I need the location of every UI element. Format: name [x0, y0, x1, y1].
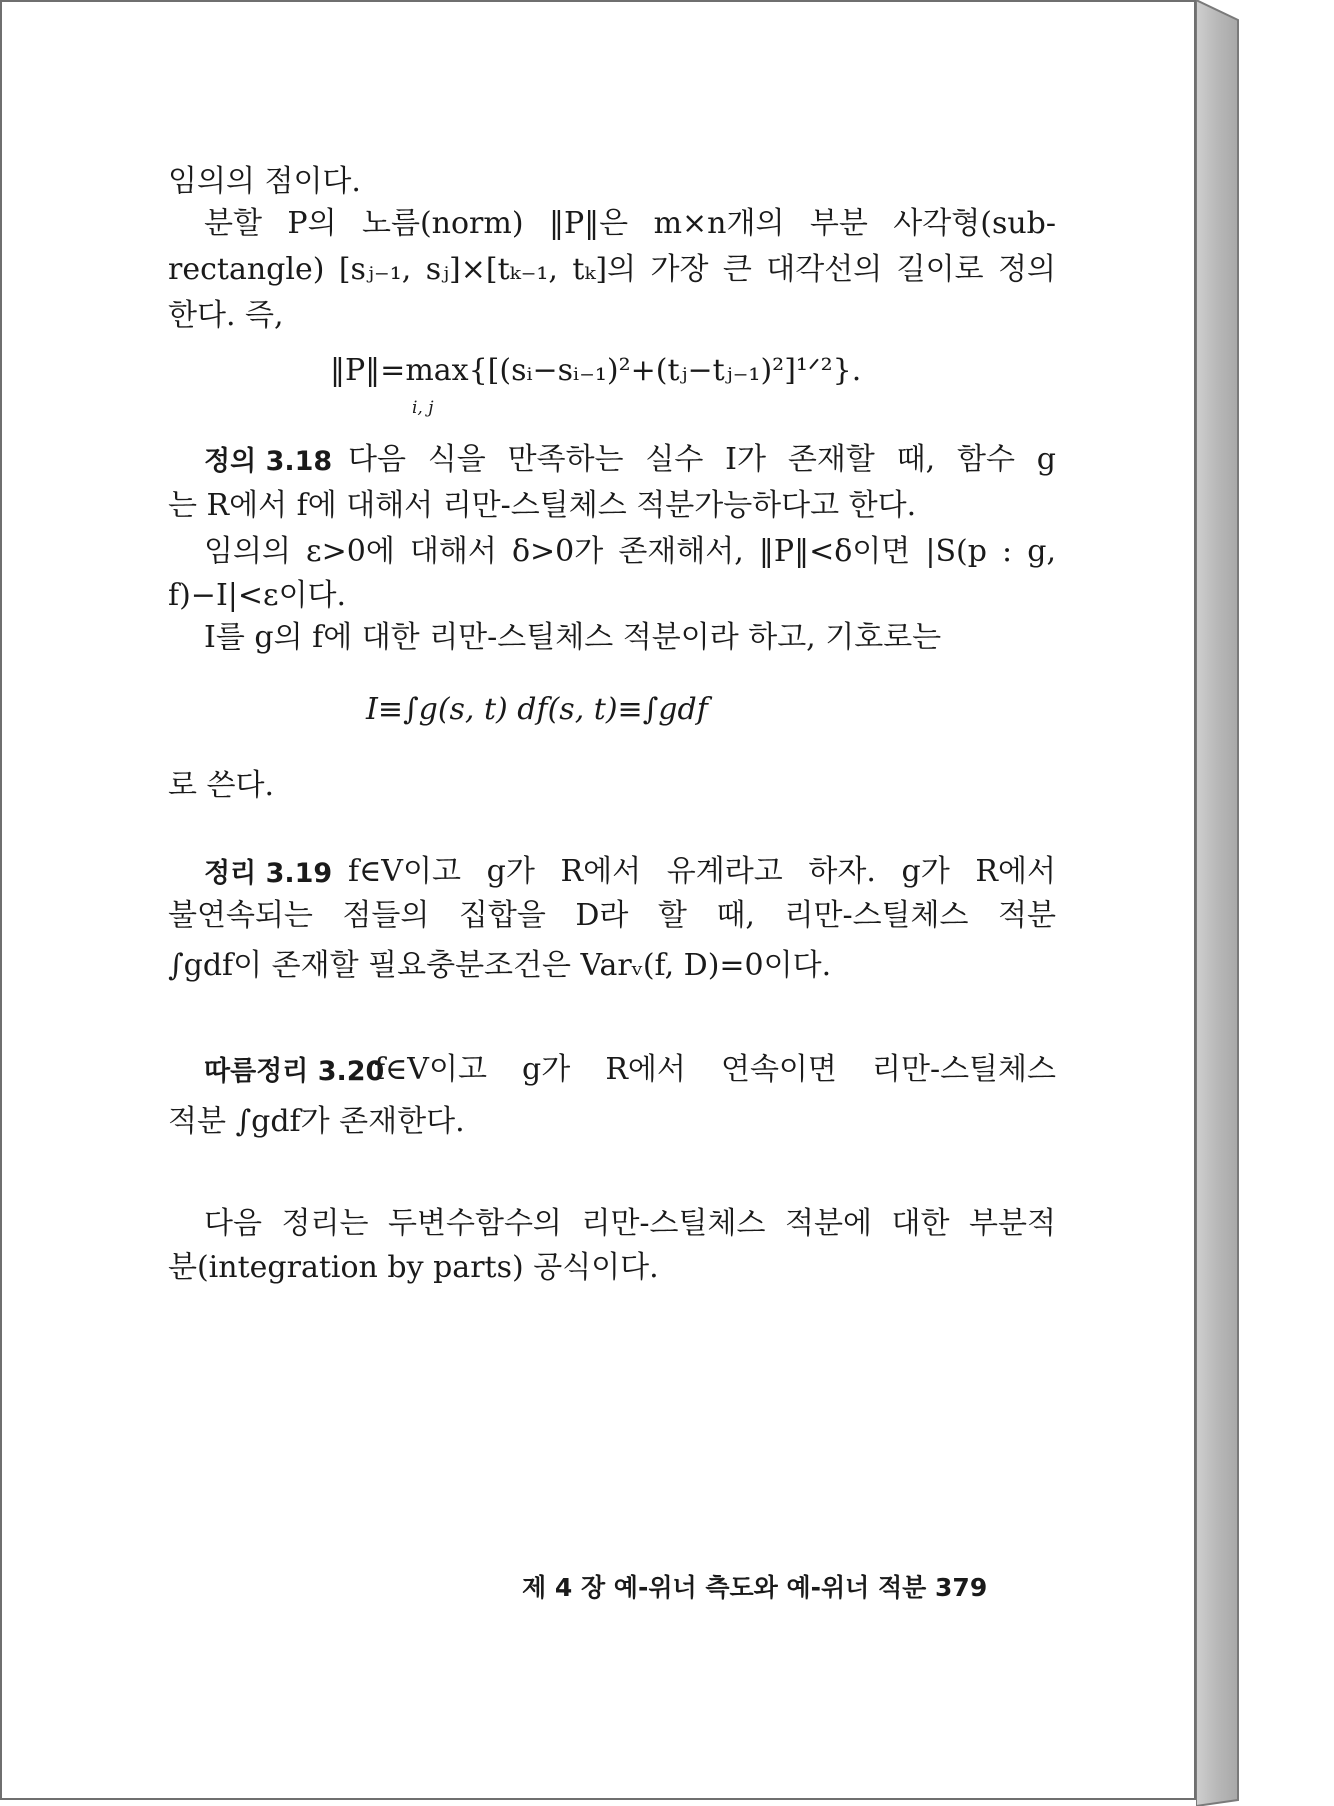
- text-line: rectangle) [sⱼ₋₁, sⱼ]×[tₖ₋₁, tₖ]의 가장 큰 대각선의 길이로 정의: [168, 252, 1056, 287]
- text-line: 분(integration by parts) 공식이다.: [168, 1250, 659, 1285]
- text-line: ∫gdf이 존재할 필요충분조건은 Varᵥ(f, D)=0이다.: [168, 948, 832, 983]
- max-subscript: i, j: [412, 398, 434, 418]
- text-line: 다음 식을 만족하는 실수 I가 존재할 때, 함수 g: [348, 442, 1056, 477]
- definition-label: 정의 3.18: [204, 446, 333, 477]
- text-line: 한다. 즉,: [168, 298, 284, 333]
- text-line: 분할 P의 노름(norm) ‖P‖은 m×n개의 부분 사각형(sub-: [204, 206, 1056, 241]
- text-line: 는 R에서 f에 대해서 리만-스틸체스 적분가능하다고 한다.: [168, 488, 917, 523]
- text-line: 불연속되는 점들의 집합을 D라 할 때, 리만-스틸체스 적분: [168, 898, 1056, 933]
- norm-equation: ‖P‖=max{[(sᵢ−sᵢ₋₁)²+(tⱼ−tⱼ₋₁)²]¹ᐟ²}.: [330, 353, 862, 388]
- book-spine-edge: [1196, 0, 1246, 1806]
- theorem-label: 정리 3.19: [204, 858, 333, 889]
- text-line: 임의의 점이다.: [168, 164, 361, 199]
- text-line: 임의의 ε>0에 대해서 δ>0가 존재해서, ‖P‖<δ이면 |S(p : g,: [204, 534, 1056, 569]
- text-line: 적분 ∫gdf가 존재한다.: [168, 1104, 465, 1139]
- integral-equation: I≡∫g(s, t) df(s, t)≡∫gdf: [366, 692, 708, 727]
- text-line: 다음 정리는 두변수함수의 리만-스틸체스 적분에 대한 부분적: [204, 1206, 1056, 1241]
- text-line: f)−I|<ε이다.: [168, 578, 347, 613]
- corollary-label: 따름정리 3.20: [204, 1056, 385, 1087]
- text-line: I를 g의 f에 대한 리만-스틸체스 적분이라 하고, 기호로는: [204, 620, 942, 655]
- text-line: f∈V이고 g가 R에서 연속이면 리만-스틸체스: [374, 1052, 1056, 1087]
- text-line: 로 쓴다.: [168, 768, 275, 803]
- page-footer: 제 4 장 예-위너 측도와 예-위너 적분 379: [522, 1573, 988, 1602]
- text-line: f∈V이고 g가 R에서 유계라고 하자. g가 R에서: [348, 854, 1056, 889]
